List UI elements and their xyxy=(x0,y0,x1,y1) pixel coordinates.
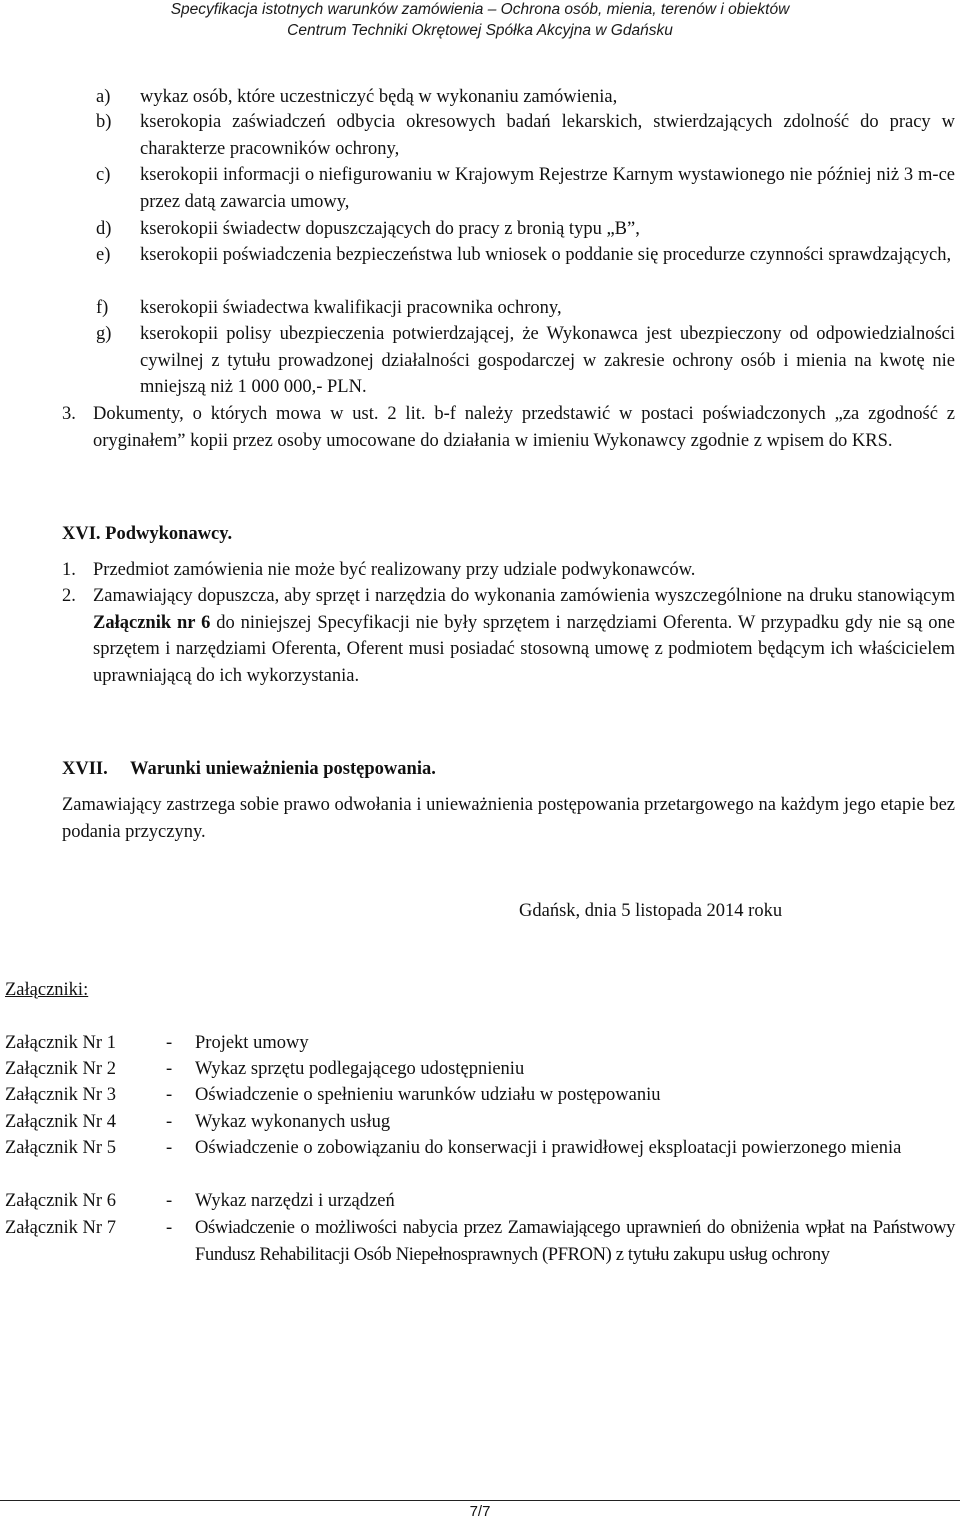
section-17-heading: Warunki unieważnienia postępowania. xyxy=(130,759,436,779)
section-17-text: Zamawiający zastrzega sobie prawo odwołania i unieważnienia postępowania przetargowego na każdym jego etapie bez podania przyczyny. xyxy=(62,795,955,842)
list-item-label: a) xyxy=(96,87,111,107)
attachment-dash: - xyxy=(166,1033,173,1053)
document-header-title: Specyfikacja istotnych warunków zamówienia – Ochrona osób, mienia, terenów i obiektów xyxy=(170,1,790,18)
attachment-desc: Wykaz sprzętu podlegającego udostępnieniu xyxy=(195,1059,525,1079)
date-line: Gdańsk, dnia 5 listopada 2014 roku xyxy=(519,901,783,921)
document-header-company: Centrum Techniki Okrętowej Spółka Akcyjna w Gdańsku xyxy=(287,22,673,39)
section-16-point-2-label: 2. xyxy=(62,586,76,606)
attachments-heading: Załączniki: xyxy=(5,980,89,1000)
list-item-text: wykaz osób, które uczestniczyć będą w wykonaniu zamówienia, xyxy=(140,87,618,107)
attachment-6-reference: Załącznik nr 6 xyxy=(93,612,211,633)
attachment-dash: - xyxy=(166,1191,173,1211)
list-item-label: e) xyxy=(96,245,111,265)
attachment-dash: - xyxy=(166,1059,173,1079)
attachment-desc: Wykaz wykonanych usług xyxy=(195,1112,391,1132)
attachment-desc: Oświadczenie o zobowiązaniu do konserwacji i prawidłowej eksploatacji powierzonego mienia xyxy=(195,1138,902,1158)
list-item-label: c) xyxy=(96,165,111,185)
list-item-text: kserokopii poświadczenia bezpieczeństwa lub wniosek o poddanie się procedurze czynności sprawdzających, xyxy=(140,245,952,265)
attachment-name: Załącznik Nr 4 xyxy=(5,1112,116,1132)
list-item-text: kserokopia zaświadczeń odbycia okresowych badań lekarskich, stwierdzających zdolność do pracy w charakterze pracowników ochrony, xyxy=(140,112,955,159)
list-item-label: b) xyxy=(96,112,112,132)
section-16-heading: XVI. Podwykonawcy. xyxy=(62,524,233,544)
attachment-dash: - xyxy=(166,1218,173,1238)
attachment-dash: - xyxy=(166,1138,173,1158)
list-item-text: kserokopii informacji o niefigurowaniu w Krajowym Rejestrze Karnym wystawionego nie później niż 3 m-ce przez datą zawarcia umowy, xyxy=(140,165,955,212)
list-item-label: g) xyxy=(96,324,112,344)
section-16-point-2-text-b: do niniejszej Specyfikacji nie były sprzętem i narzędziami Oferenta. W przypadku gdy nie są one sprzętem i narzędziami Oferenta, Oferent musi posiadać stosowną umowę z podmiotem będącym ich właścicielem uprawniającą do ich wykorzystania. xyxy=(93,612,955,686)
attachment-name: Załącznik Nr 3 xyxy=(5,1085,116,1105)
list-item-text: kserokopii polisy ubezpieczenia potwierdzającej, że Wykonawca jest ubezpieczony od odpowiedzialności cywilnej z tytułu prowadzonej działalności gospodarczej w zakresie ochrony osób i mienia na kwotę nie mniejszą niż 1 000 000,- PLN. xyxy=(140,324,955,397)
attachment-desc: Oświadczenie o możliwości nabycia przez Zamawiającego uprawnień do obniżenia wpłat na Państwowy Fundusz Rehabilitacji Osób Niepełnosprawnych (PFRON) z tytułu zakupu usług ochrony xyxy=(195,1218,955,1265)
attachment-name: Załącznik Nr 2 xyxy=(5,1059,116,1079)
attachment-dash: - xyxy=(166,1085,173,1105)
attachment-name: Załącznik Nr 7 xyxy=(5,1218,116,1238)
list-item-text: kserokopii świadectw dopuszczających do pracy z bronią typu „B”, xyxy=(140,219,640,239)
point-3-text: Dokumenty, o których mowa w ust. 2 lit. b-f należy przedstawić w postaci poświadczonych „za zgodność z oryginałem” kopii przez osoby umocowane do działania w imieniu Wykonawcy zgodnie z wpisem do KRS. xyxy=(93,404,955,451)
section-16-point-2-text xyxy=(93,583,955,689)
section-16-point-1-label: 1. xyxy=(62,560,76,580)
attachment-desc: Projekt umowy xyxy=(195,1033,309,1053)
section-16-point-2-text-a: Zamawiający dopuszcza, aby sprzęt i narzędzia do wykonania zamówienia wyszczególnione na druku stanowiącym xyxy=(93,586,955,606)
section-16-point-1-text: Przedmiot zamówienia nie może być realizowany przy udziale podwykonawców. xyxy=(93,560,696,580)
list-item-text: kserokopii świadectwa kwalifikacji pracownika ochrony, xyxy=(140,298,562,318)
point-3-label: 3. xyxy=(62,404,76,424)
attachment-name: Załącznik Nr 1 xyxy=(5,1033,116,1053)
page-number: 7/7 xyxy=(469,1503,491,1520)
attachment-name: Załącznik Nr 5 xyxy=(5,1138,116,1158)
list-item-label: f) xyxy=(96,298,109,318)
footer-divider xyxy=(0,1500,960,1501)
list-item-label: d) xyxy=(96,219,112,239)
attachment-name: Załącznik Nr 6 xyxy=(5,1191,116,1211)
attachment-desc: Wykaz narzędzi i urządzeń xyxy=(195,1191,395,1211)
attachment-dash: - xyxy=(166,1112,173,1132)
attachment-desc: Oświadczenie o spełnieniu warunków udziału w postępowaniu xyxy=(195,1085,661,1105)
section-17-number: XVII. xyxy=(62,759,108,779)
